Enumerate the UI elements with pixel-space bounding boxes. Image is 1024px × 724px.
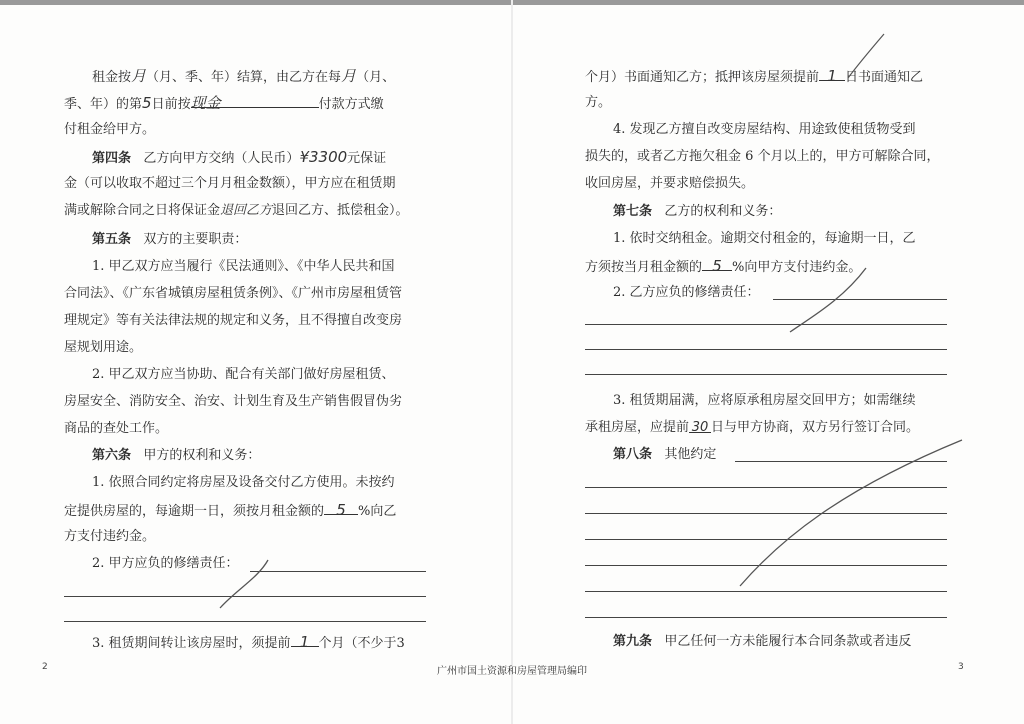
article-5-line: 1. 甲乙双方应当履行《民法通则》、《中华人民共和国 <box>92 259 395 274</box>
repair-duty-label: 2. 乙方应负的修缮责任： <box>613 285 760 300</box>
repair-duty-line <box>64 596 426 597</box>
article-6-line: 1. 依照合同约定将房屋及设备交付乙方使用。未按约 <box>92 475 395 490</box>
handwritten-deposit-handling: 退回乙方 <box>220 203 273 218</box>
article-7-line: 3. 租赁期届满，应将原承租房屋交回甲方；如需继续 <box>613 393 916 408</box>
article-4-line-1 <box>92 149 386 167</box>
handwritten-days: 30 <box>691 420 709 435</box>
article-7-line: 1. 依时交纳租金。逾期交付租金的，每逾期一日，乙 <box>613 231 916 246</box>
article-5-line: 合同法》、《广东省城镇房屋租赁条例》、《广州市房屋租赁管 <box>64 286 403 301</box>
text: 乙方向甲方交纳（人民币） <box>143 151 300 166</box>
handwritten-months: 1 <box>299 633 310 651</box>
article-6-line <box>64 502 396 520</box>
repair-duty-line <box>250 571 426 572</box>
article-5-line: 商品的查处工作。 <box>64 421 169 436</box>
other-terms-line <box>585 539 947 540</box>
article-5-line: 理规定》等有关法律法规的规定和义务，且不得擅自改变房 <box>64 313 403 328</box>
text: 元保证 <box>347 151 387 166</box>
text: 甲方的权利和义务： <box>143 448 261 463</box>
repair-duty-line <box>773 299 947 300</box>
publisher-footer: 广州市国土资源和房屋管理局编印 <box>437 666 587 677</box>
text: 个月）书面通知乙方；抵押该房屋须提前 <box>585 70 820 85</box>
text: 3. 租赁期间转让该房屋时，须提前 <box>92 636 291 651</box>
repair-duty-line <box>585 374 947 375</box>
article-heading: 第六条 <box>92 448 132 463</box>
text: 定提供房屋的，每逾期一日，须按月租金额的 <box>64 504 325 519</box>
text: 租金按 <box>92 70 132 85</box>
article-5-heading <box>92 232 247 248</box>
text: 乙方的权利和义务： <box>664 204 782 219</box>
article-5-line: 2. 甲乙双方应当协助、配合有关部门做好房屋租赁、 <box>92 367 395 382</box>
penalty-rate-field <box>324 501 358 519</box>
article-6-line <box>92 634 405 652</box>
handwritten-rate: 5 <box>336 501 346 519</box>
text: 方须按当月租金额的 <box>585 260 703 275</box>
rent-line-2 <box>64 95 384 113</box>
handwritten-period: 月 <box>341 67 357 85</box>
handwritten-period: 月 <box>131 67 147 85</box>
right-line-1 <box>585 68 923 86</box>
article-4-line-2: 金（可以收取不超过三个月月租金数额），甲方应在租赁期 <box>64 176 396 191</box>
other-terms-line <box>585 617 947 618</box>
right-line: 4. 发现乙方擅自改变房屋结构、用途致使租赁物受到 <box>613 122 916 137</box>
article-heading: 第五条 <box>92 232 132 247</box>
repair-duty-label: 2. 甲方应负的修缮责任： <box>92 556 239 571</box>
handwritten-rate: 5 <box>712 257 722 275</box>
late-rent-rate-field <box>702 257 732 275</box>
article-5-line: 屋规划用途。 <box>64 340 143 355</box>
page-number-left: 2 <box>42 662 48 672</box>
mortgage-notice-field <box>819 67 845 85</box>
rent-line-1 <box>92 68 395 86</box>
article-heading: 第七条 <box>613 204 653 219</box>
text: 日书面通知乙 <box>845 70 924 85</box>
repair-duty-line <box>585 324 947 325</box>
article-7-line <box>585 420 919 436</box>
handwritten-day: 5 <box>142 94 152 112</box>
payment-method-field <box>190 94 319 112</box>
text: （月、季、年）结算，由乙方在每 <box>146 70 342 85</box>
right-line: 方。 <box>585 95 612 110</box>
handwritten-days: 1 <box>827 67 837 85</box>
renewal-notice-field <box>689 420 711 433</box>
right-line: 收回房屋，并要求赔偿损失。 <box>585 176 755 191</box>
right-line: 损失的，或者乙方拖欠租金 6 个月以上的，甲方可解除合同， <box>585 149 940 164</box>
page-fold <box>511 0 513 724</box>
text: 个月（不少于3 <box>318 636 405 651</box>
article-6-heading <box>92 448 260 464</box>
text: %向乙 <box>358 504 397 519</box>
text: 日与甲方协商，双方另行签订合同。 <box>711 420 920 435</box>
article-heading: 第四条 <box>92 151 132 166</box>
repair-duty-line <box>585 349 947 350</box>
article-7-heading <box>613 204 781 220</box>
article-9-heading <box>613 634 911 650</box>
other-terms-line <box>585 513 947 514</box>
handwritten-payment: 现金 <box>190 94 221 112</box>
page-number-right: 3 <box>958 662 964 672</box>
notice-months-field <box>291 633 319 651</box>
article-7-line <box>585 258 861 276</box>
other-terms-line <box>585 565 947 566</box>
text: 日前按 <box>151 97 191 112</box>
article-heading: 第八条 <box>613 447 653 462</box>
other-terms-line <box>735 461 947 462</box>
article-heading: 第九条 <box>613 634 653 649</box>
text: 其他约定 <box>664 447 717 462</box>
text: 季、年）的第 <box>64 97 143 112</box>
text: 退回乙方、抵偿租金）。 <box>272 203 409 218</box>
text: %向甲方支付违约金。 <box>732 260 862 275</box>
repair-duty-line <box>64 621 426 622</box>
handwritten-deposit: ¥3300 <box>299 148 348 166</box>
text: 承租房屋，应提前 <box>585 420 690 435</box>
other-terms-line <box>585 487 947 488</box>
article-4-line-3 <box>64 203 409 219</box>
article-5-line: 房屋安全、消防安全、治安、计划生育及生产销售假冒伪劣 <box>64 394 403 409</box>
text: 满或解除合同之日将保证金 <box>64 203 221 218</box>
rent-line-3: 付租金给甲方。 <box>64 122 156 137</box>
article-6-line: 方支付违约金。 <box>64 529 156 544</box>
other-terms-line <box>585 591 947 592</box>
text: （月、 <box>356 70 396 85</box>
text: 付款方式缴 <box>318 97 384 112</box>
text: 双方的主要职责： <box>143 232 248 247</box>
article-8-heading <box>613 447 716 463</box>
text: 甲乙任何一方未能履行本合同条款或者违反 <box>664 634 912 649</box>
